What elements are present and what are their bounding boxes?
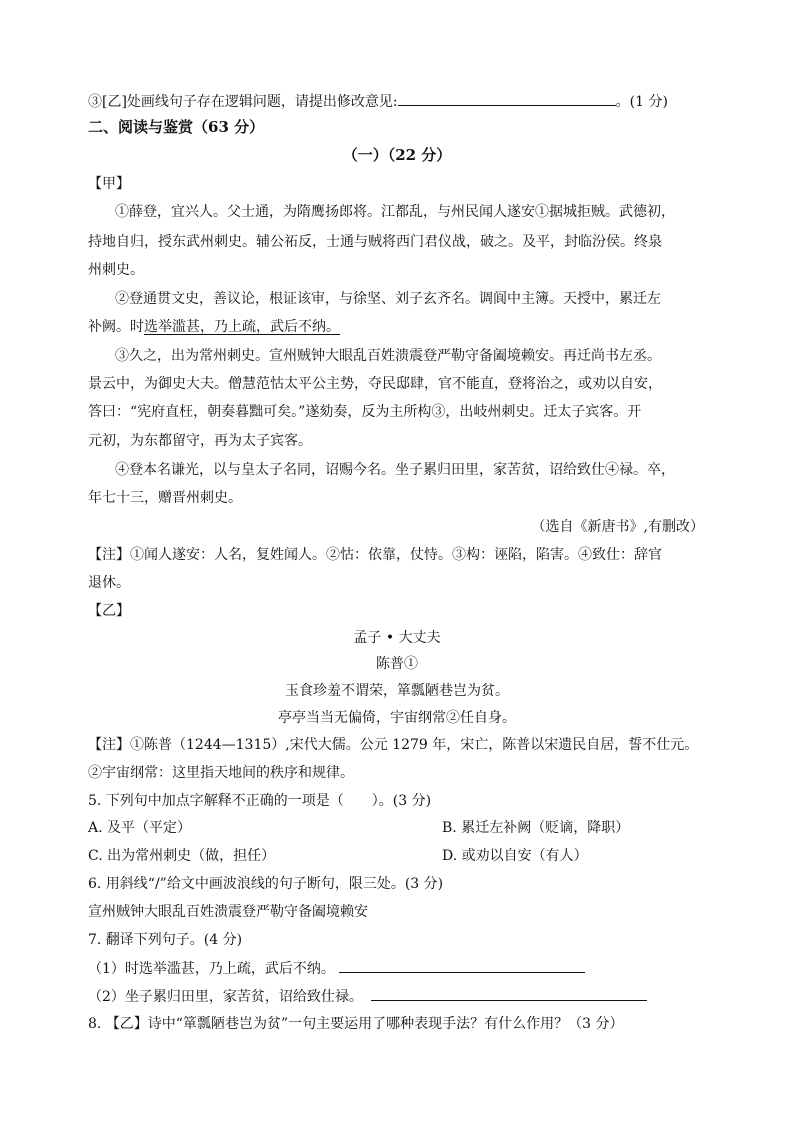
- passage-line: 答曰：“宪府直枉，朝奏暮黜可矣。”遂劾奏，反为主所构③，出岐州刺史。迁太子宾客。开: [88, 404, 642, 420]
- poem-note: ②宇宙纲常：这里指天地间的秩序和规律。: [88, 765, 354, 781]
- answer-blank[interactable]: [398, 91, 616, 106]
- poem-author: 陈普①: [376, 656, 418, 672]
- answer-blank[interactable]: [339, 958, 585, 973]
- question-7: 7. 翻译下列句子。(4 分): [88, 932, 243, 948]
- passage-line: 年七十三，赠晋州刺史。: [88, 490, 242, 506]
- passage-yi-label: 【乙】: [88, 603, 130, 619]
- passage-line: ①薛登，宜兴人。父士通，为隋鹰扬郎将。江都乱，与州民闻人遂安①据城拒贼。武德初，: [115, 204, 675, 220]
- passage-note: 【注】①闻人遂安：人名，复姓闻人。②怙：依靠，仗恃。③构：诬陷，陷害。④致仕：辞官: [88, 547, 662, 563]
- passage-line: 州刺史。: [88, 262, 144, 278]
- question-5: 5. 下列句中加点字解释不正确的一项是（ ）。(3 分): [88, 793, 432, 809]
- poem-line: 亭亭当当无偏倚，宇宙纲常②任自身。: [278, 710, 516, 726]
- passage-line: ③久之，出为常州刺史。宣州贼钟大眼乱百姓溃震登严勒守备阖境赖安。再迁尚书左丞。: [115, 348, 661, 364]
- option-c[interactable]: C. 出为常州刺史（做，担任）: [88, 848, 276, 864]
- passage-note: 退休。: [88, 575, 130, 591]
- poem-note: 【注】①陈普（1244—1315）,宋代大儒。公元 1279 年，宋亡，陈普以宋遗民自居，誓不仕元。: [88, 737, 699, 753]
- option-a[interactable]: A. 及平（平定）: [88, 820, 192, 836]
- option-d[interactable]: D. 或劝以自安（有人）: [442, 848, 588, 864]
- question-7-2: （2）坐子累归田里，家苦贫，诏给致仕禄。: [88, 986, 647, 1007]
- poem-line: 玉食珍羞不谓荣，箪瓢陋巷岂为贫。: [285, 683, 509, 699]
- passage-line: ④登本名谦光，以与皇太子名同，诏赐今名。坐子累归田里，家苦贫，诏给致仕④禄。卒，: [115, 462, 675, 478]
- passage-jia-label: 【甲】: [88, 176, 130, 192]
- question-7-1: （1）时选举滥甚，乃上疏，武后不纳。: [88, 958, 585, 979]
- passage-line: ②登通贯文史，善议论，根证该审，与徐坚、刘子玄齐名。调阆中主簿。天授中，累迁左: [115, 291, 661, 307]
- subsection-title: （一）（22 分）: [342, 146, 452, 164]
- answer-blank[interactable]: [371, 986, 647, 1001]
- passage-source: （选自《新唐书》,有删改）: [531, 519, 704, 535]
- question-3-score: 。(1 分): [615, 94, 668, 110]
- passage-line: 元初，为东都留守，再为太子宾客。: [88, 433, 312, 449]
- passage-line: 持地自归，授东武州刺史。辅公祏反，士通与贼将西门君仪战，破之。及平，封临汾侯。终泉: [88, 234, 662, 250]
- question-3-item: [88, 91, 668, 112]
- section-title: 二、阅读与鉴赏（63 分）: [88, 118, 265, 136]
- passage-line: 补阙。时选举滥甚，乃上疏，武后不纳。: [88, 319, 340, 335]
- underlined-sentence: 选举滥甚，乃上疏，武后不纳。: [144, 319, 340, 335]
- question-8: 8. 【乙】诗中“箪瓢陋巷岂为贫”一句主要运用了哪种表现手法？有什么作用？（3 分）: [88, 1016, 624, 1032]
- passage-line: 景云中，为御史大夫。僧慧范怙太平公主势，夺民邸肆，官不能直，登将治之，或劝以自安，: [88, 376, 662, 392]
- question-6-sentence: 宣州贼钟大眼乱百姓溃震登严勒守备阖境赖安: [88, 904, 368, 920]
- question-6: 6. 用斜线“/”给文中画波浪线的句子断句，限三处。(3 分): [88, 876, 444, 892]
- poem-title: 孟子 • 大丈夫: [353, 630, 441, 646]
- option-b[interactable]: B. 累迁左补阙（贬谪，降职）: [442, 820, 630, 836]
- question-3-text: ③[乙]处画线句子存在逻辑问题，请提出修改意见:: [88, 94, 398, 110]
